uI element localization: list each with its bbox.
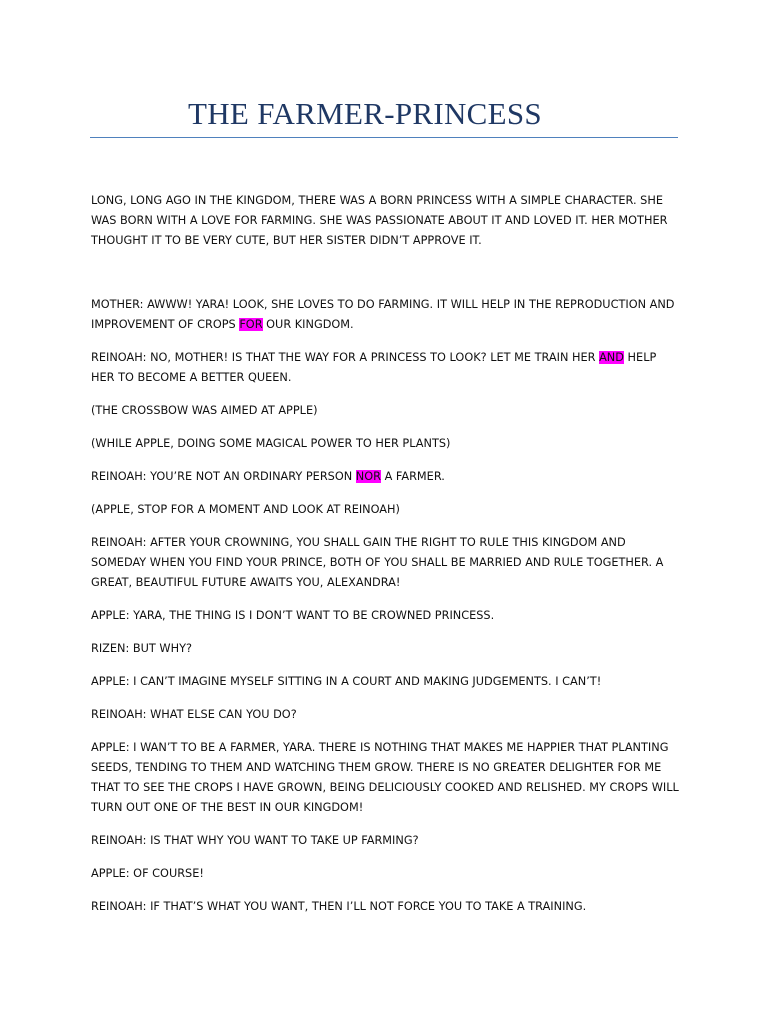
line-text: APPLE: OF COURSE! [91,867,204,880]
line-text: REINOAH: IF THAT’S WHAT YOU WANT, THEN I’LL NOT FORCE YOU TO TAKE A TRAINING. [91,900,587,913]
paragraph-spacer [91,884,691,897]
line-text: APPLE: I CAN’T IMAGINE MYSELF SITTING IN A COURT AND MAKING JUDGEMENTS. I CAN’T! [91,675,602,688]
line-text: TURN OUT ONE OF THE BEST IN OUR KINGDOM! [91,801,364,814]
line-text: WAS BORN WITH A LOVE FOR FARMING. SHE WAS PASSIONATE ABOUT IT AND LOVED IT. HER MOTHER [91,214,668,227]
paragraph-spacer [91,251,691,295]
paragraph-spacer [91,388,691,401]
line-text: GREAT, BEAUTIFUL FUTURE AWAITS YOU, ALEXANDRA! [91,576,401,589]
paragraph-line [91,315,691,335]
paragraph-line [91,500,691,520]
line-text: HELP [623,351,657,364]
line-text: A FARMER. [380,470,445,483]
line-text: (THE CROSSBOW WAS AIMED AT APPLE) [91,404,318,417]
paragraph-line [91,231,691,251]
line-text: REINOAH: NO, MOTHER! IS THAT THE WAY FOR A PRINCESS TO LOOK? LET ME TRAIN HER [91,351,600,364]
paragraph-spacer [91,626,691,639]
paragraph-line [91,295,691,315]
line-text: IMPROVEMENT OF CROPS [91,318,240,331]
line-text: MOTHER: AWWW! YARA! LOOK, SHE LOVES TO DO FARMING. IT WILL HELP IN THE REPRODUCTION AND [91,298,675,311]
paragraph-line [91,191,691,211]
paragraph-spacer [91,659,691,672]
line-text: REINOAH: AFTER YOUR CROWNING, YOU SHALL GAIN THE RIGHT TO RULE THIS KINGDOM AND [91,536,626,549]
paragraph-line [91,831,691,851]
paragraph-line [91,864,691,884]
title-underline [90,137,678,138]
line-text: LONG, LONG AGO IN THE KINGDOM, THERE WAS A BORN PRINCESS WITH A SIMPLE CHARACTER. SHE [91,194,663,207]
paragraph-line [91,897,691,917]
paragraph-spacer [91,851,691,864]
highlighted-word: AND [599,351,624,364]
line-text: REINOAH: WHAT ELSE CAN YOU DO? [91,708,297,721]
line-text: RIZEN: BUT WHY? [91,642,192,655]
highlighted-word: NOR [355,470,381,483]
line-text: (WHILE APPLE, DOING SOME MAGICAL POWER TO HER PLANTS) [91,437,451,450]
paragraph-line [91,434,691,454]
paragraph-spacer [91,421,691,434]
paragraph-line [91,778,691,798]
line-text: APPLE: I WAN’T TO BE A FARMER, YARA. THERE IS NOTHING THAT MAKES ME HAPPIER THAT PLANTING [91,741,669,754]
paragraph-line [91,401,691,421]
paragraph-line [91,738,691,758]
paragraph-line [91,639,691,659]
paragraph-line [91,798,691,818]
line-text: REINOAH: IS THAT WHY YOU WANT TO TAKE UP FARMING? [91,834,419,847]
paragraph-line [91,672,691,692]
paragraph-spacer [91,725,691,738]
paragraph-spacer [91,487,691,500]
paragraph-line [91,758,691,778]
paragraph-spacer [91,454,691,467]
paragraph-line [91,533,691,553]
paragraph-line [91,573,691,593]
paragraph-line [91,553,691,573]
line-text: OUR KINGDOM. [262,318,354,331]
line-text: THOUGHT IT TO BE VERY CUTE, BUT HER SISTER DIDN’T APPROVE IT. [91,234,482,247]
line-text: THAT TO SEE THE CROPS I HAVE GROWN, BEING DELICIOUSLY COOKED AND RELISHED. MY CROPS WILL [91,781,679,794]
paragraph-spacer [91,593,691,606]
line-text: REINOAH: YOU’RE NOT AN ORDINARY PERSON [91,470,356,483]
document-title: THE FARMER-PRINCESS [188,96,542,131]
line-text: SEEDS, TENDING TO THEM AND WATCHING THEM GROW. THERE IS NO GREATER DELIGHTER FOR ME [91,761,662,774]
paragraph-spacer [91,335,691,348]
paragraph-line [91,606,691,626]
line-text: APPLE: YARA, THE THING IS I DON’T WANT TO BE CROWNED PRINCESS. [91,609,495,622]
paragraph-line [91,705,691,725]
paragraph-line [91,348,691,368]
paragraph-line [91,211,691,231]
line-text: (APPLE, STOP FOR A MOMENT AND LOOK AT REINOAH) [91,503,400,516]
paragraph-spacer [91,818,691,831]
paragraph-spacer [91,692,691,705]
line-text: SOMEDAY WHEN YOU FIND YOUR PRINCE, BOTH OF YOU SHALL BE MARRIED AND RULE TOGETHER. A [91,556,664,569]
highlighted-word: FOR [239,318,263,331]
document-body [91,191,691,917]
paragraph-spacer [91,520,691,533]
paragraph-line [91,467,691,487]
line-text: HER TO BECOME A BETTER QUEEN. [91,371,292,384]
paragraph-line [91,368,691,388]
